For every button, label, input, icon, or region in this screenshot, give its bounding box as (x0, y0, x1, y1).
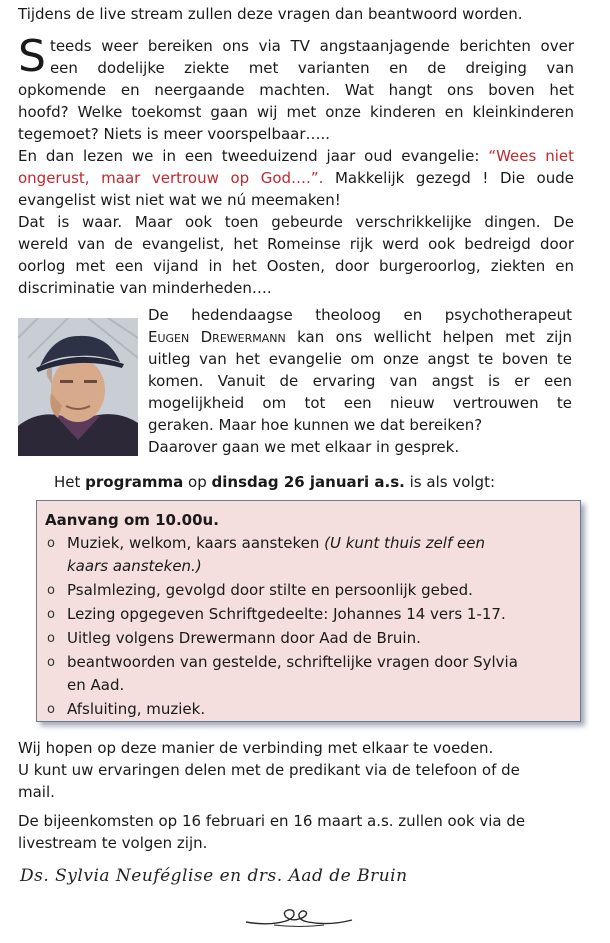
portrait-image (18, 318, 138, 456)
author-name: Eugen Drewermann (148, 328, 286, 346)
gospel-quote: “Wees niet (488, 147, 574, 165)
bullet-icon: o (47, 583, 55, 598)
ornament-flourish-icon (244, 906, 354, 932)
closing-meetings: De bijeenkomsten op 16 februari en 16 maart a.s. zullen ook via de livestream te volgen zijn. (18, 812, 526, 852)
intro-text: Tijdens de live stream zullen deze vragen dan beantwoord worden. (18, 5, 523, 23)
gospel-quote-cont: ongerust, maar vertrouw op God….”. (18, 169, 324, 187)
paragraph-drewermann: De hedendaagse theoloog en psychotherapeut Eugen Drewermann kan ons wellicht helpen met zijn uitleg van het evangelie om onze angst te boven te komen. Vanuit de ervaring van angst is er een mogelijkheid om tot een nieuw vertrouwen te geraken. Maar hoe kunnen we dat bereiken? Daarover gaan we met elkaar in gesprek. (148, 306, 572, 456)
closing-text: Wij hopen op deze manier de verbinding met elkaar te voeden. U kunt uw ervaringen delen met de predikant via de telefoon of de mail. (18, 739, 520, 801)
paragraph-angst: S teeds weer bereiken ons via TV angstaanjagende berichten over een dodelijke ziekte met varianten en de dreiging van opkomende en neergaande machten. Wat hangt ons boven het hoofd? Welke toekomst gaan wij met onze kinderen en kleinkinderen tegemoet? Niets is meer voorspelbaar….. En dan lezen we in een tweeduizend jaar oud evangelie: “Wees niet ongerust, maar vertrouw op God….”. Makkelijk gezegd ! Die oude evangelist wist niet wat we nú meemaken! Dat is waar. Maar ook toen gebeurde verschrikkelijke dingen. De wereld van de evangelist, het Romeinse rijk werd ook bedreigd door oorlog met een vijand in het Oosten, door burgeroorlog, ziekten en discriminatie van minderheden…. (18, 31, 574, 297)
program-list (45, 532, 566, 721)
signature: Ds. Sylvia Neuféglise en drs. Aad de Bruin (20, 866, 408, 886)
program-item: o Lezing opgegeven Schriftgedeelte: Johannes 14 vers 1-17. (45, 603, 566, 626)
bullet-icon: o (47, 655, 55, 670)
bullet-icon: o (47, 631, 55, 646)
bullet-icon: o (47, 607, 55, 622)
program-box (36, 500, 581, 722)
bullet-icon: o (47, 702, 55, 717)
program-item: o Afsluiting, muziek. (45, 698, 566, 721)
program-start: Aanvang om 10.00u. (45, 511, 219, 529)
program-item: o Muziek, welkom, kaars aansteken (U kunt thuis zelf een kaars aansteken.) (47, 534, 485, 575)
portrait-photo (18, 318, 138, 456)
program-item: o Uitleg volgens Drewermann door Aad de Bruin. (45, 627, 566, 650)
program-item: o Psalmlezing, gevolgd door stilte en persoonlijk gebed. (45, 579, 566, 602)
program-item: o beantwoorden van gestelde, schriftelijke vragen door Sylvia en Aad. (47, 653, 518, 694)
bullet-icon: o (47, 536, 55, 551)
program-intro: Het programma op dinsdag 26 januari a.s. is als volgt: (54, 473, 496, 491)
drop-cap: S (18, 31, 46, 82)
